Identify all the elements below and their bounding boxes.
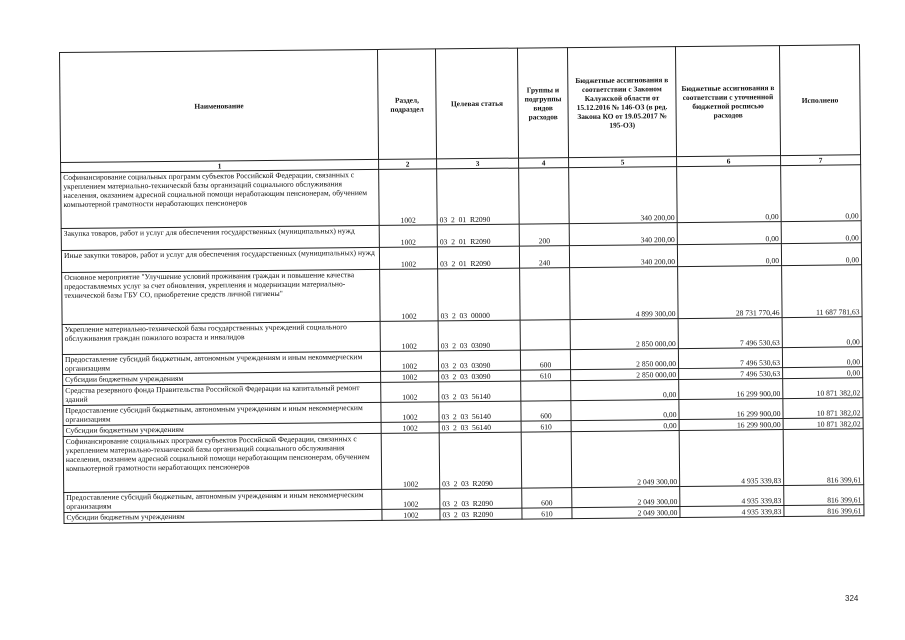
row-section: 1002 — [380, 269, 438, 322]
row-executed: 0,00 — [782, 317, 862, 348]
row-refined-assignment: 16 299 900,00 — [679, 419, 783, 431]
row-law-assignment: 340 200,00 — [569, 245, 677, 268]
row-target-article: 03 2 01 R2090 — [437, 224, 519, 247]
row-name: Средства резервного фонда Правительства Российской Федерации на капитальный ремонт зданий — [63, 382, 381, 405]
row-refined-assignment: 0,00 — [677, 166, 782, 223]
row-expense-group: 610 — [521, 421, 571, 432]
row-name: Субсидии бюджетным учреждениям — [63, 371, 381, 385]
table-row — [61, 165, 862, 229]
row-law-assignment: 2 850 000,00 — [571, 369, 679, 381]
row-expense-group — [521, 381, 571, 401]
row-name: Закупка товаров, работ и услуг для обеспечения государственных (муниципальных) нужд — [61, 225, 379, 250]
row-section: 1002 — [382, 489, 440, 510]
row-target-article: 03 2 03 03090 — [438, 350, 520, 371]
row-expense-group — [520, 320, 570, 350]
row-target-article: 03 2 01 R2090 — [437, 246, 519, 269]
row-law-assignment: 2 049 300,00 — [571, 431, 680, 488]
row-target-article: 03 2 03 R2090 — [439, 432, 522, 489]
row-refined-assignment: 0,00 — [677, 244, 781, 267]
row-law-assignment: 340 200,00 — [569, 223, 677, 246]
row-name: Субсидии бюджетным учреждениям — [63, 422, 381, 436]
header-law-assignment: Бюджетные ассигнования в соответствии с Законом Калужской области от 15.12.2016 № 146-ОЗ (в ред. Закона КО от 19.05.2017 № 195-ОЗ) — [567, 47, 676, 158]
row-expense-group: 200 — [519, 224, 569, 246]
row-law-assignment: 2 850 000,00 — [570, 319, 678, 350]
row-law-assignment: 2 049 300,00 — [572, 487, 680, 508]
row-expense-group: 240 — [519, 246, 569, 268]
row-name: Иные закупки товаров, работ и услуг для обеспечения государственных (муниципальных) нужд — [61, 247, 379, 272]
row-executed: 10 871 382,02 — [783, 418, 863, 430]
row-law-assignment: 340 200,00 — [569, 167, 678, 224]
row-name: Основное мероприятие "Улучшение условий проживания граждан и повышение качества предоставляемых услуг за счет обновления, укрепления и модернизации материально-технической базы ГБУ СО, приобретение средств личной гигиены" — [62, 269, 380, 324]
row-section: 1002 — [381, 402, 439, 423]
row-law-assignment: 0,00 — [571, 400, 679, 421]
row-name: Предоставление субсидий бюджетным, автономным учреждениям и иным некоммерческим организациям — [63, 402, 381, 425]
row-law-assignment: 4 899 300,00 — [570, 267, 678, 320]
row-executed: 816 399,61 — [784, 485, 864, 506]
row-section: 1002 — [379, 247, 437, 270]
column-number: 3 — [437, 158, 519, 169]
row-law-assignment: 0,00 — [571, 380, 679, 401]
row-refined-assignment: 28 731 770,46 — [678, 266, 782, 319]
row-executed: 10 871 382,02 — [783, 398, 863, 419]
header-section: Раздел, подраздел — [377, 49, 436, 160]
row-expense-group: 600 — [521, 401, 571, 421]
row-section: 1002 — [379, 225, 437, 248]
row-target-article: 03 2 03 R2090 — [440, 508, 522, 520]
budget-table — [59, 44, 864, 524]
column-number: 2 — [379, 159, 437, 170]
row-section: 1002 — [381, 422, 439, 434]
row-law-assignment: 2 049 300,00 — [572, 507, 680, 519]
row-refined-assignment: 0,00 — [677, 222, 781, 245]
row-target-article: 03 2 03 R2090 — [440, 488, 522, 509]
row-expense-group: 600 — [522, 488, 572, 508]
row-executed: 0,00 — [781, 165, 862, 222]
row-executed: 0,00 — [781, 221, 861, 244]
row-refined-assignment: 16 299 900,00 — [679, 399, 783, 420]
header-executed: Исполнено — [779, 45, 860, 156]
row-law-assignment: 0,00 — [571, 420, 679, 432]
header-expense-group: Группы и подгруппы видов расходов — [517, 48, 568, 158]
column-number: 1 — [61, 159, 379, 172]
row-target-article: 03 2 03 56140 — [439, 421, 521, 433]
row-expense-group — [520, 268, 570, 320]
header-name: Наименование — [60, 49, 379, 162]
row-section: 1002 — [380, 351, 438, 372]
header-row — [60, 45, 861, 163]
column-number: 4 — [519, 158, 569, 168]
row-executed: 816 399,61 — [783, 429, 864, 486]
row-executed: 0,00 — [781, 243, 861, 266]
row-expense-group — [521, 432, 572, 488]
row-name: Софинансирование социальных программ субъектов Российской Федерации, связанных с укреплением материально-технической базы организаций социального обслуживания населения, оказанием адресной социальной помощи неработающим пенсионерам, обучением компьютерной грамотности неработающих пенсионеров — [63, 433, 382, 492]
row-refined-assignment: 7 496 530,63 — [679, 368, 783, 380]
row-name: Субсидии бюджетным учреждениям — [64, 509, 382, 523]
row-section: 1002 — [380, 321, 438, 352]
row-section: 1002 — [379, 169, 438, 226]
header-target-article: Целевая статья — [435, 48, 518, 159]
row-refined-assignment: 7 496 530,63 — [678, 348, 782, 369]
header-refined-assignment: Бюджетные ассигнования в соответствии с уточненной бюджетной росписью расходов — [675, 46, 780, 157]
row-expense-group: 600 — [520, 350, 570, 370]
page-number: 324 — [845, 594, 859, 603]
row-law-assignment: 2 850 000,00 — [570, 349, 678, 370]
row-refined-assignment: 4 935 339,83 — [679, 430, 784, 487]
row-refined-assignment: 7 496 530,63 — [678, 318, 782, 349]
row-executed: 816 399,61 — [784, 505, 864, 517]
row-executed: 11 687 781,63 — [782, 265, 862, 318]
row-refined-assignment: 4 935 339,83 — [680, 486, 784, 507]
row-refined-assignment: 4 935 339,83 — [680, 506, 784, 518]
row-expense-group — [519, 168, 570, 224]
column-number: 6 — [677, 156, 781, 167]
row-name: Предоставление субсидий бюджетным, автономным учреждениям и иным некоммерческим организациям — [64, 489, 382, 512]
row-name: Софинансирование социальных программ субъектов Российской Федерации, связанных с укреплением материально-технической базы организаций социального обслуживания населения, оказанием адресной социальной помощи неработающим пенсионерам, обучением компьютерной грамотности неработающих пенсионеров — [61, 169, 380, 228]
row-refined-assignment: 16 299 900,00 — [679, 379, 783, 400]
row-target-article: 03 2 03 03090 — [439, 370, 521, 382]
row-executed: 10 871 382,02 — [783, 378, 863, 399]
row-name: Укрепление материально-технической базы государственных учреждений социального обслуживания граждан пожилого возраста и инвалидов — [62, 321, 380, 354]
table-row — [62, 265, 862, 325]
row-expense-group: 610 — [522, 508, 572, 519]
row-section: 1002 — [382, 509, 440, 521]
row-executed: 0,00 — [782, 347, 862, 368]
row-target-article: 03 2 03 03090 — [438, 320, 520, 351]
row-expense-group: 610 — [521, 370, 571, 381]
row-target-article: 03 2 03 00000 — [438, 268, 520, 321]
row-target-article: 03 2 03 56140 — [439, 381, 521, 402]
column-number: 5 — [569, 157, 677, 168]
column-number: 7 — [781, 155, 861, 166]
row-section: 1002 — [381, 382, 439, 403]
row-target-article: 03 2 01 R2090 — [437, 168, 520, 225]
row-executed: 0,00 — [783, 367, 863, 379]
row-target-article: 03 2 03 56140 — [439, 401, 521, 422]
row-section: 1002 — [381, 433, 440, 490]
table-row — [63, 429, 864, 493]
row-section: 1002 — [381, 371, 439, 383]
row-name: Предоставление субсидий бюджетным, автономным учреждениям и иным некоммерческим организациям — [62, 351, 380, 374]
